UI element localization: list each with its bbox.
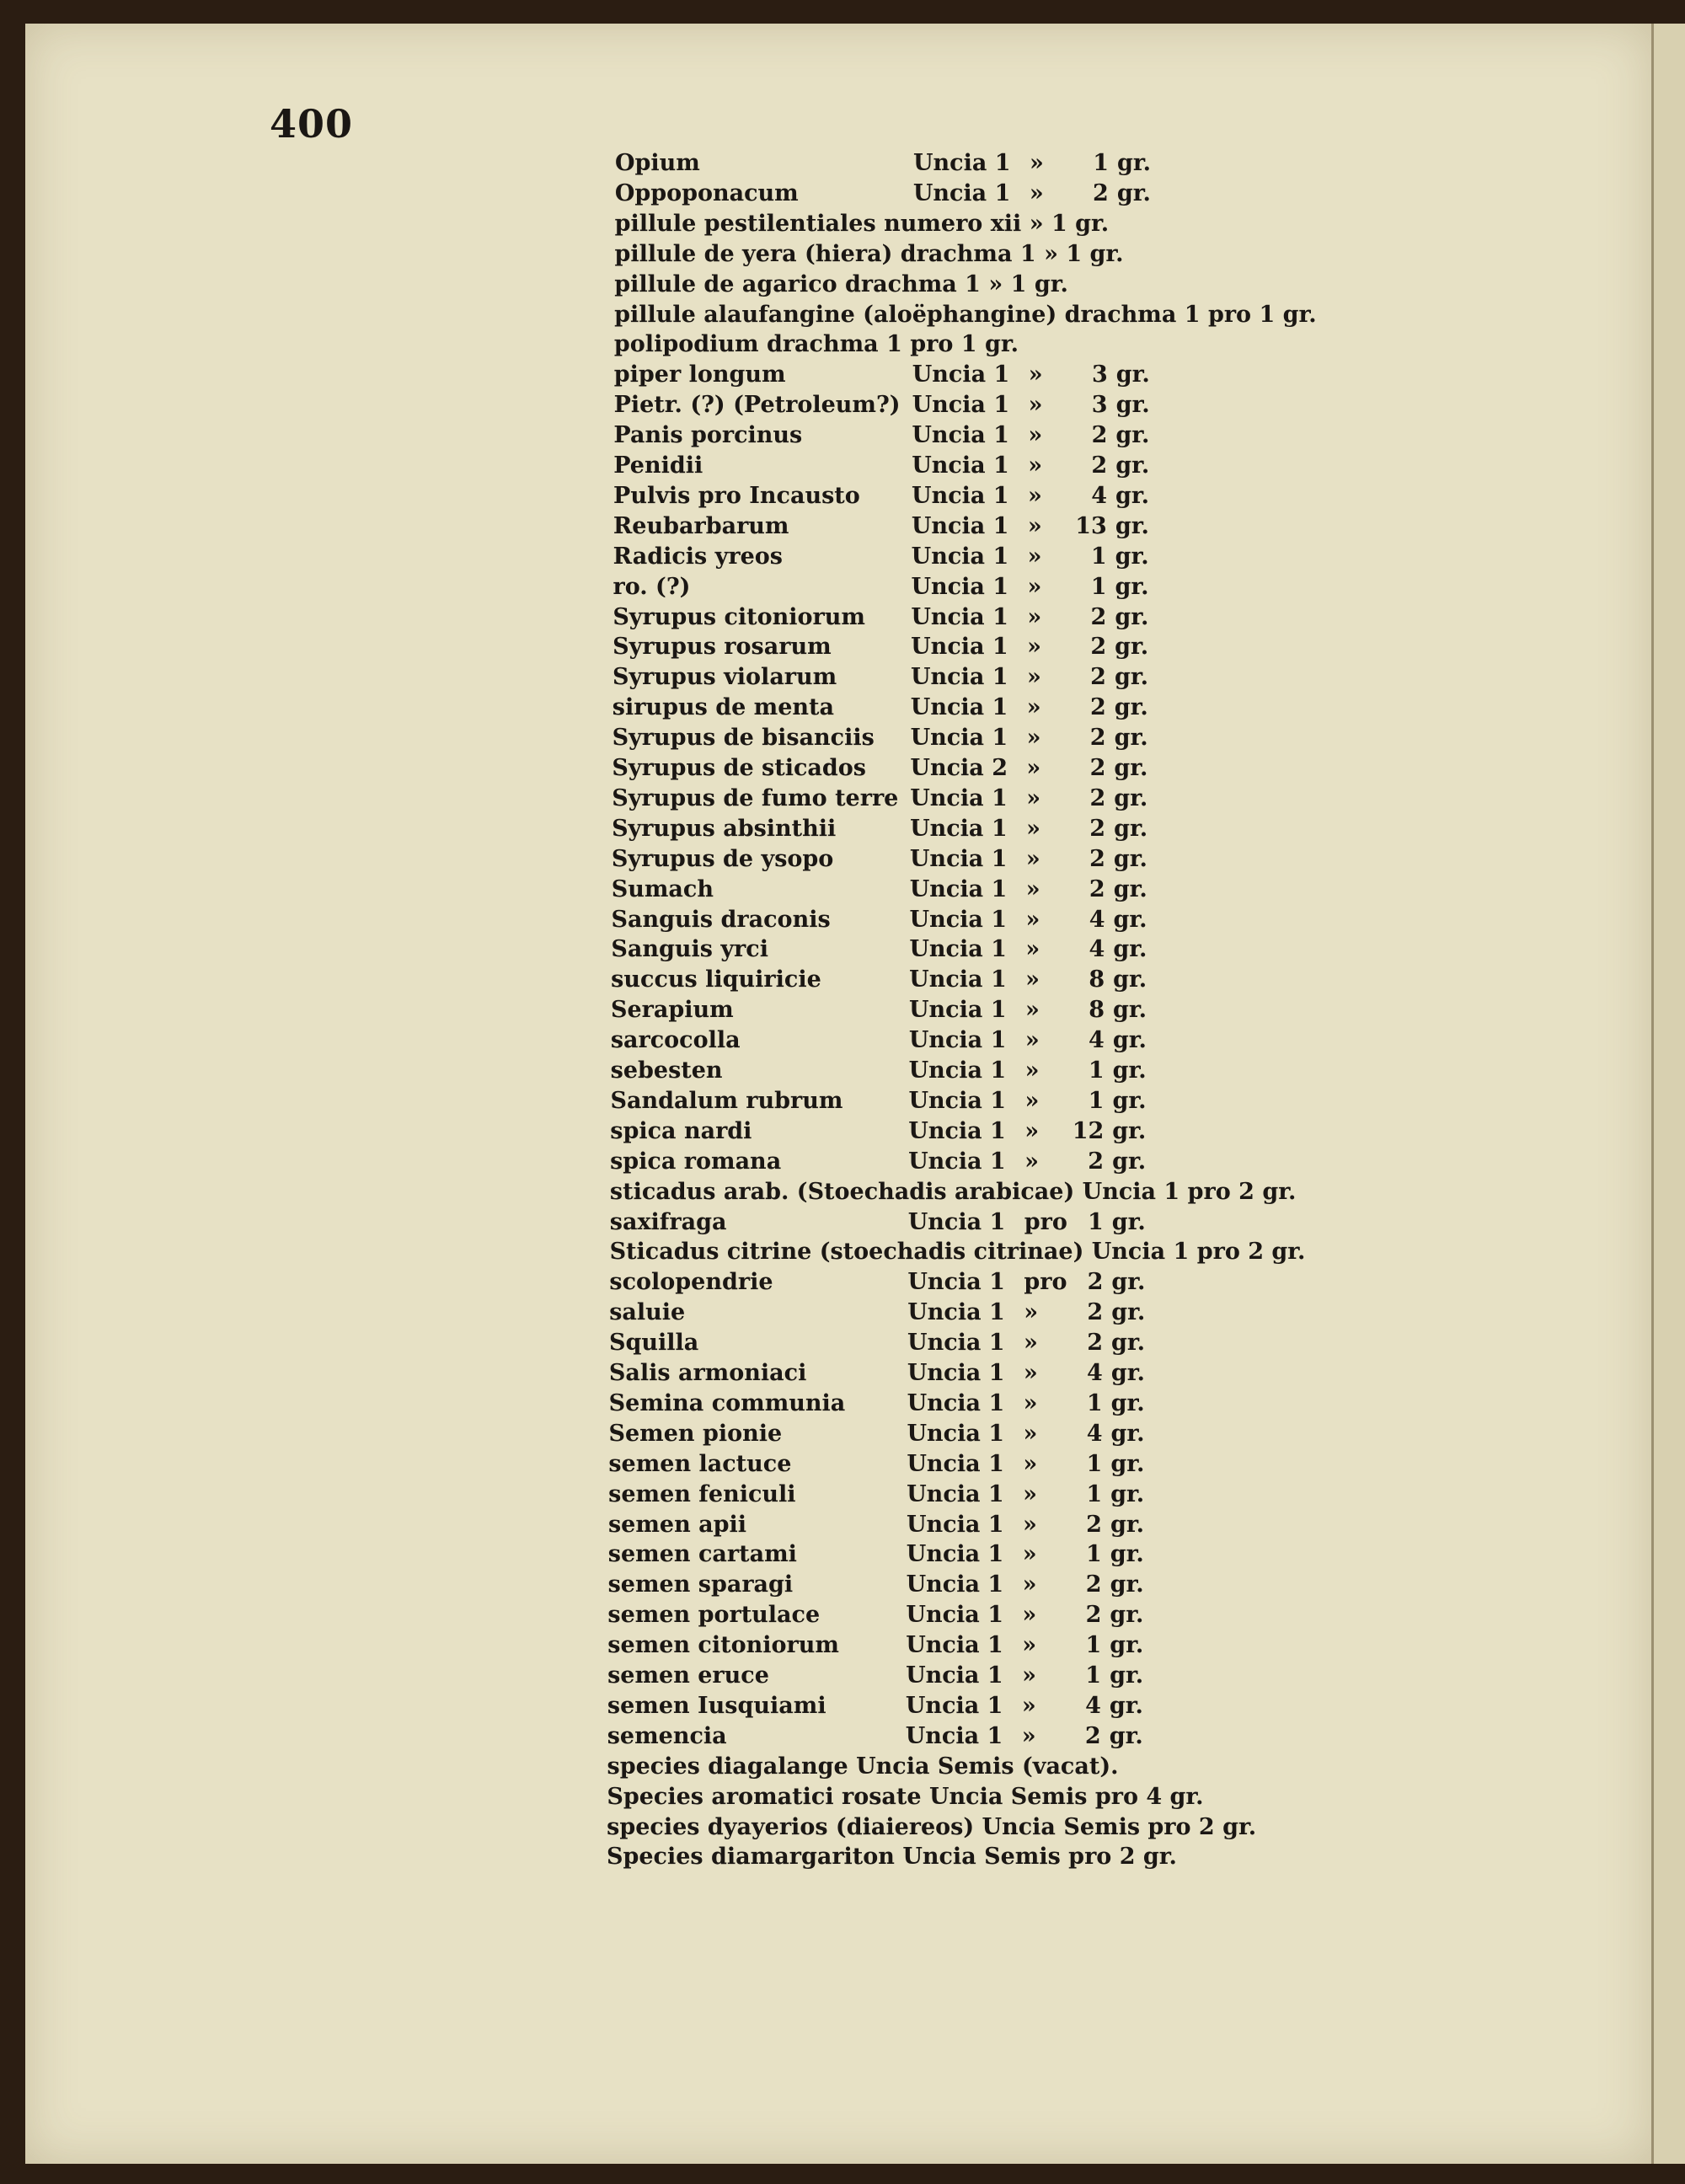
entry-grana: gr. (1113, 875, 1147, 902)
entry-quantity: 3 (1091, 361, 1108, 388)
entry-unit: Uncia 1 (908, 1117, 1006, 1144)
entry-name: ro. (?) (612, 573, 691, 600)
entry-unit: Uncia 1 (905, 1722, 1003, 1749)
entry-grana: gr. (1109, 1692, 1143, 1719)
entry-unit: Uncia 1 (907, 1480, 1004, 1507)
entry-full-text: Sticadus citrine (stoechadis citrinae) Uncia 1 pro 2 gr. (609, 1239, 1306, 1266)
entry-quantity: 2 (1089, 694, 1106, 721)
entry-unit: Uncia 1 (912, 392, 1010, 419)
entry-name: Syrupus absinthii (612, 815, 837, 842)
entry-grana: gr. (1110, 1662, 1144, 1689)
entry-ditto-mark: » (1025, 906, 1040, 933)
entry-ditto-mark: » (1028, 482, 1042, 509)
entry-full-text: pillule pestilentiales numero xii » 1 gr. (614, 210, 1110, 237)
entry-unit: Uncia 1 (910, 694, 1008, 721)
entry-ditto-mark: » (1021, 1692, 1036, 1719)
entry-ditto-mark: » (1022, 1571, 1037, 1598)
entry-ditto-mark: » (1028, 361, 1043, 388)
entry-unit: Uncia 1 (908, 1087, 1007, 1114)
entry-name: semen apii (607, 1511, 746, 1538)
entry-full-text: polipodium drachma 1 pro 1 gr. (613, 331, 1019, 358)
entry-unit: Uncia 1 (906, 1541, 1004, 1568)
entry-full-text: pillule de agarico drachma 1 » 1 gr. (614, 270, 1068, 297)
entry-grana: gr. (1110, 1632, 1144, 1659)
entry-grana: gr. (1110, 1602, 1144, 1629)
entry-quantity: 2 (1085, 1571, 1102, 1598)
entry-name: Opium (615, 150, 700, 176)
entry-quantity: 2 (1089, 784, 1106, 811)
entry-ditto-mark: » (1024, 1027, 1040, 1054)
entry-ditto-mark: » (1021, 1722, 1036, 1749)
entry-ditto-mark: » (1023, 1389, 1038, 1416)
entry-ditto-mark: » (1025, 997, 1040, 1024)
entry-ditto-mark: pro (1024, 1269, 1067, 1296)
entry-name: Squilla (609, 1330, 699, 1357)
entry-name: Serapium (611, 997, 734, 1024)
entry-name: Semen pionie (608, 1420, 783, 1447)
entry-quantity: 1 (1087, 1208, 1104, 1235)
entry-name: Syrupus de ysopo (611, 845, 834, 872)
entry-unit: Uncia 1 (909, 936, 1007, 963)
entry-unit: Uncia 1 (909, 845, 1008, 872)
entry-grana: gr. (1113, 906, 1147, 933)
entry-name: semencia (607, 1722, 727, 1749)
entry-quantity: 4 (1089, 906, 1105, 933)
entry-name: scolopendrie (609, 1269, 773, 1296)
entry-unit: Uncia 1 (912, 452, 1009, 479)
entry-grana: gr. (1114, 694, 1148, 721)
entry-grana: gr. (1112, 1057, 1147, 1084)
entry-unit: Uncia 1 (910, 784, 1008, 811)
entry-unit: Uncia 1 (911, 634, 1008, 661)
entry-grana: gr. (1110, 1480, 1145, 1507)
entry-quantity: 2 (1089, 755, 1106, 781)
entry-quantity: 1 (1086, 1450, 1103, 1477)
entry-unit: Uncia 1 (907, 1269, 1005, 1296)
entry-full-text: sticadus arab. (Stoechadis arabicae) Uncia 1 pro 2 gr. (609, 1178, 1297, 1205)
entry-quantity: 4 (1089, 1027, 1105, 1054)
entry-name: semen feniculi (608, 1480, 796, 1507)
entry-grana: gr. (1117, 150, 1152, 176)
entry-grana: gr. (1115, 634, 1149, 661)
entry-quantity: 2 (1087, 1299, 1104, 1326)
entry-name: Sanguis yrci (611, 936, 768, 963)
entry-quantity: 2 (1091, 422, 1108, 449)
entry-ditto-mark: » (1028, 452, 1043, 479)
entry-grana: gr. (1115, 482, 1150, 509)
entry-grana: gr. (1114, 755, 1148, 781)
entry-quantity: 2 (1084, 1722, 1101, 1749)
entry-ditto-mark: » (1030, 150, 1044, 176)
page-number: 400 (270, 101, 354, 147)
entry-grana: gr. (1112, 1117, 1147, 1144)
entry-name: semen portulace (607, 1602, 821, 1629)
entry-name: Panis porcinus (613, 422, 803, 449)
entry-ditto-mark: » (1028, 392, 1043, 419)
entry-ditto-mark: » (1023, 1420, 1038, 1447)
entry-unit: Uncia 1 (910, 664, 1008, 691)
entry-ditto-mark: » (1025, 845, 1040, 872)
entry-ditto-mark: » (1022, 1602, 1037, 1629)
entry-name: semen cartami (607, 1541, 797, 1568)
entry-unit: Uncia 1 (907, 1330, 1005, 1357)
entry-ditto-mark: » (1023, 1450, 1038, 1477)
entry-unit: Uncia 1 (911, 603, 1008, 630)
entry-unit: Uncia 1 (905, 1692, 1003, 1719)
entry-quantity: 4 (1086, 1420, 1103, 1447)
entry-name: semen lactuce (608, 1450, 792, 1477)
entry-unit: Uncia 1 (906, 1511, 1004, 1538)
entry-unit: Uncia 1 (912, 179, 1011, 206)
entry-name: Radicis yreos (612, 543, 783, 570)
entry-ditto-mark: » (1026, 694, 1041, 721)
entry-quantity: 4 (1085, 1692, 1101, 1719)
entry-name: Reubarbarum (612, 512, 789, 539)
entry-unit: Uncia 1 (913, 150, 1011, 176)
book-spine (1651, 24, 1685, 2164)
entry-name: Syrupus de bisanciis (612, 725, 875, 752)
entry-ditto-mark: » (1026, 664, 1041, 691)
entry-name: sebesten (610, 1057, 723, 1084)
entry-ditto-mark: » (1026, 725, 1041, 752)
book-page (25, 24, 1651, 2164)
entry-name: semen citoniorum (607, 1632, 839, 1659)
entry-name: Pulvis pro Incausto (613, 482, 860, 509)
entry-quantity: 12 (1072, 1117, 1105, 1144)
entry-ditto-mark: » (1022, 1632, 1037, 1659)
entry-unit: Uncia 1 (912, 482, 1009, 509)
entry-name: Sumach (611, 875, 714, 902)
entry-name: Salis armoniaci (608, 1360, 807, 1386)
entry-unit: Uncia 1 (907, 1389, 1005, 1416)
entry-unit: Uncia 1 (907, 1360, 1005, 1386)
entry-grana: gr. (1115, 603, 1149, 630)
entry-name: spica romana (610, 1148, 782, 1175)
entry-quantity: 13 (1075, 512, 1107, 539)
entry-name: Pietr. (?) (Petroleum?) (613, 392, 901, 419)
entry-grana: gr. (1115, 361, 1150, 388)
entry-grana: gr. (1110, 1450, 1145, 1477)
entry-full-text: Species aromatici rosate Uncia Semis pro 4 gr. (607, 1783, 1204, 1810)
entry-grana: gr. (1110, 1571, 1144, 1598)
entry-quantity: 4 (1087, 1360, 1103, 1386)
entry-quantity: 2 (1089, 725, 1106, 752)
entry-name: sirupus de menta (612, 694, 835, 721)
entry-quantity: 2 (1091, 452, 1108, 479)
entry-quantity: 1 (1088, 1057, 1105, 1084)
entry-grana: gr. (1112, 1148, 1147, 1175)
entry-ditto-mark: » (1024, 1057, 1040, 1084)
entry-name: Syrupus violarum (612, 664, 837, 691)
entry-full-text: Species diamargariton Uncia Semis pro 2 gr. (607, 1844, 1177, 1871)
entry-name: piper longum (613, 361, 786, 388)
entry-unit: Uncia 2 (910, 755, 1008, 781)
entry-ditto-mark: » (1026, 755, 1041, 781)
entry-unit: Uncia 1 (909, 875, 1008, 902)
entry-name: sarcocolla (610, 1027, 741, 1054)
entry-grana: gr. (1115, 543, 1149, 570)
entry-name: Syrupus rosarum (612, 634, 832, 661)
entry-name: Sanguis draconis (611, 906, 831, 933)
entry-grana: gr. (1111, 1269, 1146, 1296)
entry-name: Syrupus citoniorum (612, 603, 865, 630)
entry-unit: Uncia 1 (906, 1632, 1003, 1659)
entry-unit: Uncia 1 (911, 573, 1009, 600)
entry-ditto-mark: » (1025, 875, 1040, 902)
entry-ditto-mark: » (1024, 1087, 1040, 1114)
entry-grana: gr. (1110, 1511, 1144, 1538)
entry-ditto-mark: » (1024, 1148, 1039, 1175)
entry-ditto-mark: » (1027, 634, 1042, 661)
entry-quantity: 2 (1090, 634, 1107, 661)
entry-grana: gr. (1113, 936, 1147, 963)
entry-quantity: 2 (1089, 815, 1106, 842)
entry-unit: Uncia 1 (910, 725, 1008, 752)
entry-grana: gr. (1113, 845, 1147, 872)
entry-unit: Uncia 1 (910, 815, 1008, 842)
entry-unit: Uncia 1 (907, 1450, 1004, 1477)
entry-grana: gr. (1110, 1360, 1145, 1386)
entry-ditto-mark: » (1024, 1330, 1038, 1357)
entry-grana: gr. (1109, 1722, 1143, 1749)
entry-unit: Uncia 1 (906, 1571, 1004, 1598)
entry-grana: gr. (1110, 1420, 1145, 1447)
entry-grana: gr. (1116, 179, 1151, 206)
entry-quantity: 2 (1088, 1148, 1105, 1175)
entry-grana: gr. (1115, 573, 1149, 600)
entry-ditto-mark: » (1023, 1360, 1038, 1386)
entry-ditto-mark: » (1022, 1541, 1037, 1568)
entry-quantity: 2 (1089, 845, 1105, 872)
entry-ditto-mark: pro (1024, 1208, 1067, 1235)
entry-ditto-mark: » (1027, 512, 1042, 539)
entry-quantity: 2 (1087, 1330, 1104, 1357)
entry-ditto-mark: » (1025, 966, 1040, 993)
entry-grana: gr. (1111, 1208, 1146, 1235)
entry-name: semen sparagi (607, 1571, 794, 1598)
entry-unit: Uncia 1 (909, 966, 1007, 993)
entry-ditto-mark: » (1024, 1117, 1040, 1144)
entry-ditto-mark: » (1022, 1662, 1036, 1689)
entry-ditto-mark: » (1027, 603, 1042, 630)
entry-full-text: species dyayerios (diaiereos) Uncia Semis pro 2 gr. (607, 1813, 1257, 1840)
entry-unit: Uncia 1 (911, 512, 1009, 539)
entry-grana: gr. (1113, 966, 1147, 993)
entry-quantity: 2 (1090, 603, 1107, 630)
entry-grana: gr. (1115, 422, 1150, 449)
entry-unit: Uncia 1 (908, 1148, 1006, 1175)
entry-full-text: species diagalange Uncia Semis (vacat). (607, 1753, 1119, 1780)
entry-unit: Uncia 1 (907, 1420, 1005, 1447)
entry-ditto-mark: » (1026, 784, 1041, 811)
entry-unit: Uncia 1 (906, 1662, 1003, 1689)
entry-quantity: 8 (1089, 966, 1105, 993)
entry-grana: gr. (1115, 392, 1150, 419)
entry-unit: Uncia 1 (909, 906, 1008, 933)
entry-ditto-mark: » (1026, 815, 1040, 842)
entry-name: saxifraga (609, 1208, 727, 1235)
entry-name: Oppoponacum (614, 179, 799, 206)
entry-unit: Uncia 1 (912, 422, 1009, 449)
entry-ditto-mark: » (1028, 422, 1043, 449)
entry-quantity: 3 (1091, 392, 1108, 419)
entry-quantity: 4 (1089, 936, 1105, 963)
entry-quantity: 2 (1087, 1269, 1104, 1296)
entry-unit: Uncia 1 (907, 1299, 1005, 1326)
entry-unit: Uncia 1 (908, 1027, 1007, 1054)
entry-quantity: 1 (1086, 1480, 1103, 1507)
entry-quantity: 1 (1093, 150, 1109, 176)
entry-name: Syrupus de fumo terre (612, 784, 899, 811)
entry-name: semen eruce (607, 1662, 769, 1689)
entry-grana: gr. (1112, 1087, 1147, 1114)
entry-ditto-mark: » (1027, 573, 1042, 600)
entry-ditto-mark: » (1025, 936, 1040, 963)
entry-ditto-mark: » (1024, 1299, 1039, 1326)
entry-grana: gr. (1115, 452, 1150, 479)
entry-unit: Uncia 1 (908, 1057, 1007, 1084)
entry-name: Semina communia (608, 1389, 846, 1416)
entry-name: Syrupus de sticados (612, 755, 866, 781)
entry-quantity: 1 (1090, 573, 1107, 600)
entry-name: Penidii (613, 452, 703, 479)
entry-full-text: pillule alaufangine (aloëphangine) drachma 1 pro 1 gr. (614, 301, 1317, 328)
entry-grana: gr. (1112, 1027, 1147, 1054)
entry-name: spica nardi (610, 1117, 752, 1144)
entry-grana: gr. (1114, 815, 1148, 842)
entry-grana: gr. (1115, 512, 1149, 539)
entry-quantity: 2 (1090, 664, 1106, 691)
entry-quantity: 2 (1089, 875, 1105, 902)
entry-unit: Uncia 1 (909, 997, 1007, 1024)
entry-ditto-mark: » (1027, 543, 1042, 570)
entry-name: semen Iusquiami (607, 1692, 826, 1719)
entry-quantity: 2 (1085, 1602, 1102, 1629)
entry-grana: gr. (1111, 1330, 1146, 1357)
entry-unit: Uncia 1 (911, 543, 1009, 570)
entry-full-text: pillule de yera (hiera) drachma 1 » 1 gr. (614, 240, 1124, 267)
entry-unit: Uncia 1 (906, 1602, 1003, 1629)
entry-grana: gr. (1114, 784, 1148, 811)
entry-name: saluie (609, 1299, 686, 1326)
entry-grana: gr. (1110, 1389, 1145, 1416)
entry-quantity: 1 (1086, 1389, 1103, 1416)
entry-name: succus liquiricie (611, 966, 821, 993)
entry-unit: Uncia 1 (912, 361, 1010, 388)
entry-unit: Uncia 1 (907, 1208, 1006, 1235)
entry-quantity: 2 (1086, 1511, 1102, 1538)
entry-grana: gr. (1110, 1541, 1144, 1568)
entry-name: Sandalum rubrum (610, 1087, 843, 1114)
entry-grana: gr. (1114, 725, 1148, 752)
entry-grana: gr. (1113, 997, 1147, 1024)
entry-quantity: 2 (1093, 179, 1109, 206)
entry-quantity: 4 (1091, 482, 1108, 509)
entry-quantity: 1 (1085, 1632, 1102, 1659)
entry-ditto-mark: » (1023, 1480, 1038, 1507)
entry-ditto-mark: » (1022, 1511, 1037, 1538)
entry-quantity: 8 (1089, 997, 1105, 1024)
entry-quantity: 1 (1085, 1541, 1102, 1568)
entry-quantity: 1 (1085, 1662, 1102, 1689)
entry-grana: gr. (1114, 664, 1148, 691)
entry-quantity: 1 (1088, 1087, 1105, 1114)
entry-quantity: 1 (1090, 543, 1107, 570)
entry-ditto-mark: » (1029, 179, 1044, 206)
entry-grana: gr. (1111, 1299, 1146, 1326)
